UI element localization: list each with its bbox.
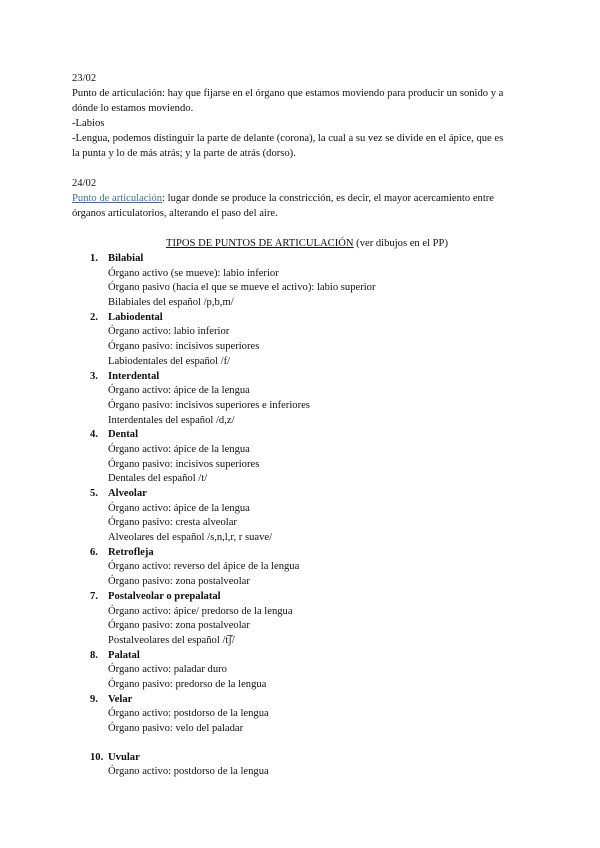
item-line: Órgano activo: paladar duro [108,664,227,676]
item-title: Interdental [108,370,160,382]
item-line: Órgano pasivo: velo del paladar [108,723,244,734]
item-title: Palatal [108,649,140,661]
list-item [72,648,542,692]
item-line: Órgano activo: ápice de la lengua [108,385,250,397]
item-number: 9. [90,693,98,705]
definition-line [72,191,542,206]
item-title: Velar [108,693,133,705]
item-line: Órgano activo: ápice de la lengua [108,443,250,455]
item-title: Retrofleja [108,546,154,558]
item-line: Órgano activo: ápice/ predorso de la lengua [108,605,293,617]
item-line: Órgano pasivo: zona postalveolar [108,620,250,632]
item-title: Dental [108,429,139,441]
item-line: Bilabiales del español /p,b,m/ [108,297,234,309]
section-title: TIPOS DE PUNTOS DE ARTICULACIÓN [166,238,354,249]
item-line: Órgano pasivo: incisivos superiores e inferiores [108,399,310,411]
item-number: 3. [90,370,98,382]
definition-text: : lugar donde se produce la constricción, es decir, el mayor acercamiento entre [162,193,494,204]
entry-body [72,86,542,161]
list-item [72,545,542,589]
paragraph-line: -Lengua, podemos distinguir la parte de delante (corona), la cual a su vez se divide en el ápice, que es [72,133,504,144]
item-line: Alveolares del español /s,n,l,r, r suave/ [108,532,273,544]
list-item [72,427,542,486]
item-line: Órgano activo: postdorso de la lengua [108,708,269,720]
item-number: 4. [90,429,98,441]
item-line: Postalveolares del español /t͡ʃ/ [108,634,235,646]
definition-link[interactable]: Punto de articulación [72,193,163,204]
item-number: 2. [90,311,98,323]
definition-line: órganos articulatorios, alterando el paso del aire. [72,208,278,219]
paragraph-line: -Labios [72,118,105,129]
item-line: Órgano pasivo: incisivos superiores [108,341,260,353]
item-title: Postalveolar o prepalatal [108,590,221,602]
item-number: 5. [90,488,98,499]
item-number: 1. [90,253,98,264]
item-line: Órgano activo (se mueve): labio inferior [108,267,279,279]
item-line: Órgano pasivo: predorso de la lengua [108,678,267,690]
item-number: 7. [90,590,98,602]
paragraph-line: la punta y lo de más atrás; y la parte de atrás (dorso). [72,148,296,159]
list-item [72,310,542,369]
section-note: (ver dibujos en el PP) [353,238,448,249]
entry-date: 24/02 [72,178,97,189]
item-title: Uvular [108,751,140,763]
item-line: Órgano pasivo: cresta alveolar [108,517,237,529]
list-item [72,369,542,428]
item-line: Órgano activo: ápice de la lengua [108,502,250,514]
list-item [72,251,542,310]
item-number: 8. [90,649,98,661]
document-page [72,71,542,779]
list-item [72,692,542,736]
item-line: Órgano activo: reverso del ápice de la lengua [108,561,300,573]
articulation-list [72,251,542,779]
paragraph-line: dónde lo estamos moviendo. [72,103,194,114]
item-title: Alveolar [108,488,147,499]
item-line: Órgano activo: labio inferior [108,326,230,338]
item-line: Labiodentales del español /f/ [108,355,231,367]
item-line: Órgano pasivo: zona postalveolar [108,576,250,588]
item-line: Órgano pasivo (hacia el que se mueve el activo): labio superior [108,282,376,294]
item-line: Dentales del español /t/ [108,473,208,485]
paragraph-line: Punto de articulación: hay que fijarse en el órgano que estamos moviendo para producir un sonido y a [72,88,504,99]
item-line: Órgano pasivo: incisivos superiores [108,458,260,470]
list-item [72,589,542,648]
list-item [72,486,542,545]
item-line: Interdentales del español /d,z/ [108,414,235,426]
section-heading [72,236,542,251]
list-item [72,750,542,779]
item-line: Órgano activo: postdorso de la lengua [108,766,269,778]
entry-date: 23/02 [72,73,97,84]
item-title: Labiodental [108,311,163,323]
item-number: 6. [90,546,98,558]
item-title: Bilabial [108,253,144,264]
item-number: 10. [90,751,104,763]
